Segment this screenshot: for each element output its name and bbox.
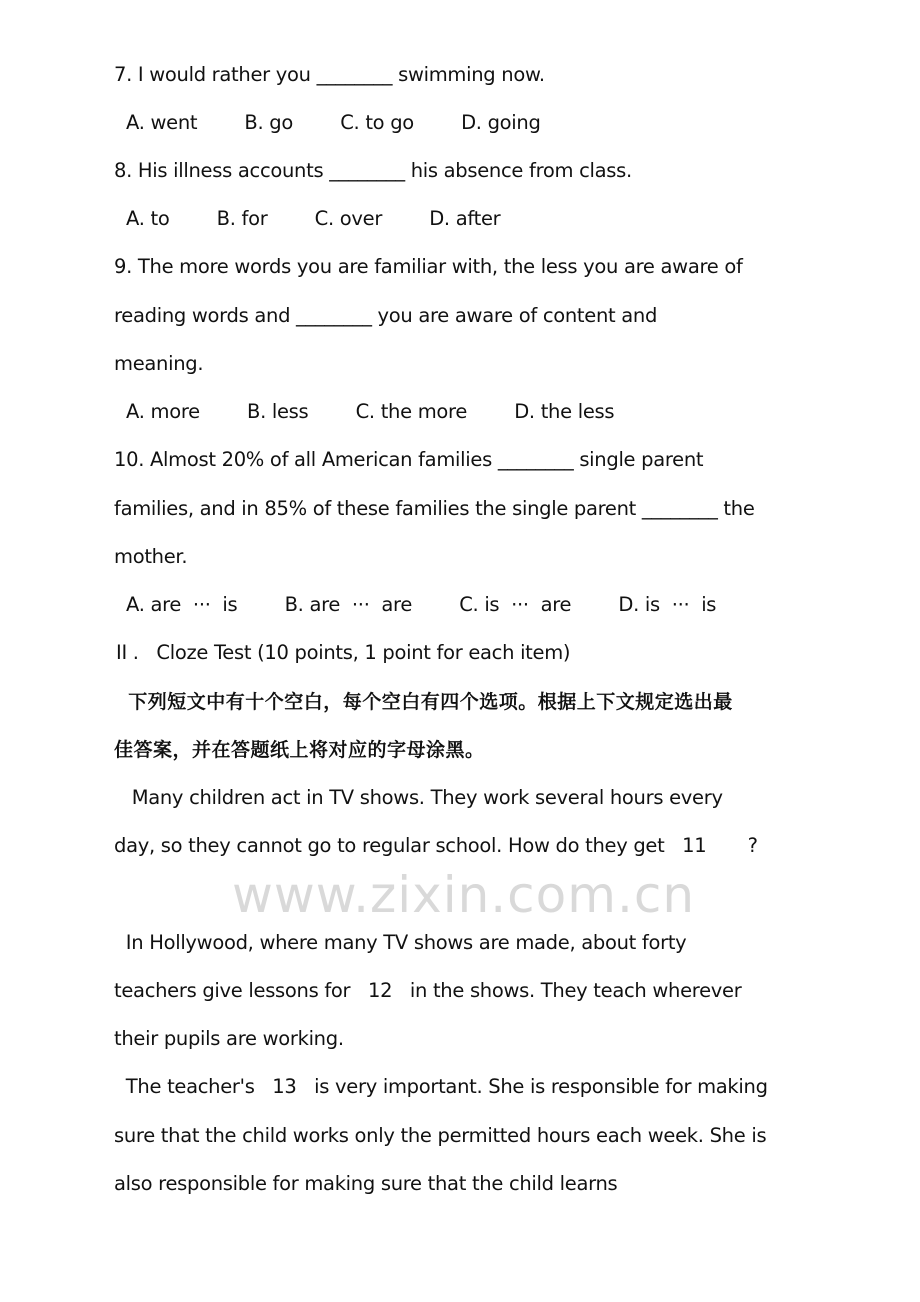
passage-line: teachers give lessons for 12 in the shows. They teach wherever bbox=[114, 979, 742, 1002]
passage-line: In Hollywood, where many TV shows are made, about forty bbox=[114, 931, 687, 954]
question-10-options: A. are ··· is B. are ··· are C. is ··· are D. is ··· is bbox=[126, 593, 717, 616]
question-9-line-2: reading words and ________ you are aware of content and bbox=[114, 304, 658, 327]
question-9-options: A. more B. less C. the more D. the less bbox=[126, 400, 615, 423]
question-9-line-3: meaning. bbox=[114, 352, 204, 375]
question-8-options: A. to B. for C. over D. after bbox=[126, 207, 501, 230]
question-8: 8. His illness accounts ________ his absence from class. bbox=[114, 159, 632, 182]
instructions-line-2: 佳答案，并在答题纸上将对应的字母涂黑。 bbox=[114, 739, 485, 761]
instructions-line-1: 下列短文中有十个空白，每个空白有四个选项。根据上下文规定选出最 bbox=[114, 691, 733, 713]
passage-line: sure that the child works only the permitted hours each week. She is bbox=[114, 1124, 767, 1147]
question-9: 9. The more words you are familiar with, the less you are aware of bbox=[114, 255, 743, 278]
passage-line: their pupils are working. bbox=[114, 1027, 344, 1050]
question-10: 10. Almost 20% of all American families ________ single parent bbox=[114, 448, 704, 471]
passage-line: also responsible for making sure that the child learns bbox=[114, 1172, 618, 1195]
question-7-options: A. went B. go C. to go D. going bbox=[126, 111, 541, 134]
section-heading: II . Cloze Test (10 points, 1 point for each item) bbox=[116, 641, 571, 664]
question-10-line-3: mother. bbox=[114, 545, 188, 568]
passage-line: day, so they cannot go to regular school. How do they get 11 ? bbox=[114, 834, 758, 857]
passage-line: Many children act in TV shows. They work several hours every bbox=[114, 786, 723, 809]
question-7: 7. I would rather you ________ swimming now. bbox=[114, 63, 545, 86]
question-10-line-2: families, and in 85% of these families the single parent ________ the bbox=[114, 497, 755, 520]
passage-line: The teacher's 13 is very important. She is responsible for making bbox=[114, 1075, 768, 1098]
watermark: www.zixin.com.cn bbox=[232, 866, 696, 924]
